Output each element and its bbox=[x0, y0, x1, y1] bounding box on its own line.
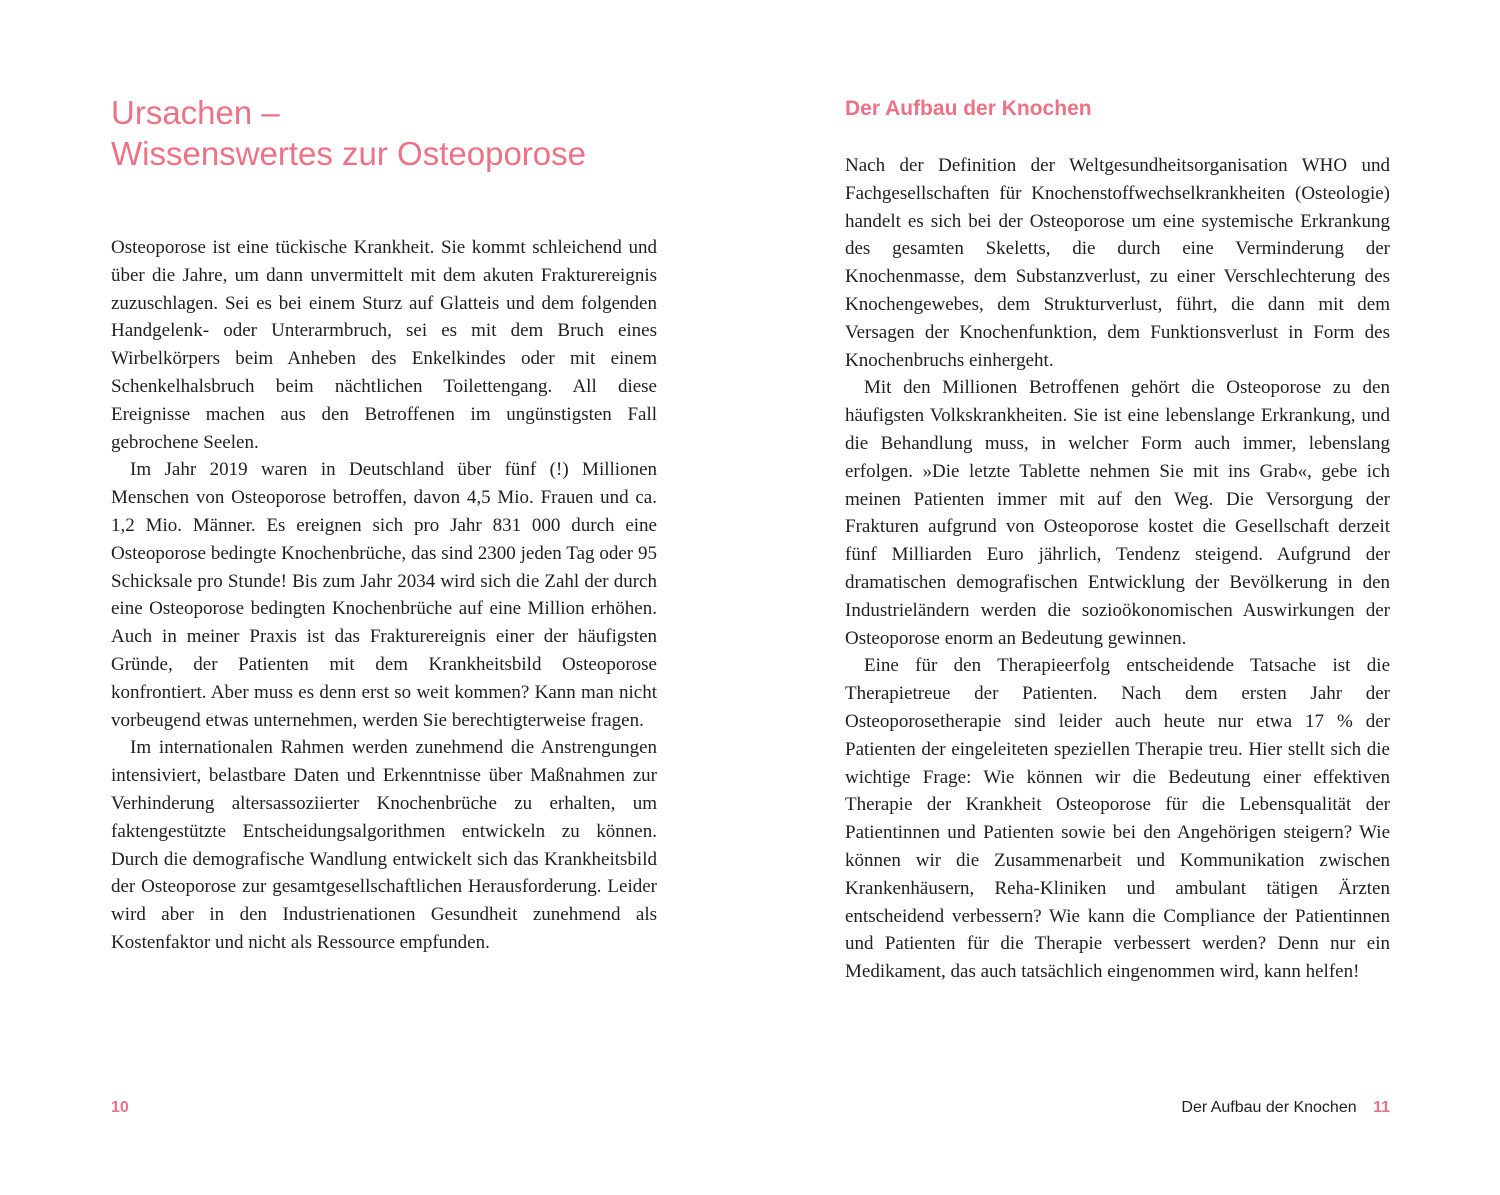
left-footer bbox=[111, 1097, 129, 1119]
chapter-title bbox=[111, 92, 711, 174]
chapter-title-line-2: Wissenswertes zur Osteoporose bbox=[111, 135, 587, 172]
running-head: Der Aufbau der Knochen bbox=[1181, 1099, 1357, 1116]
paragraph: Mit den Millionen Betroffenen gehört die Osteoporose zu den häufigsten Volkskrankheiten. Sie ist eine lebenslange Erkrankung, und die Behandlung muss, in welcher Form auch immer, lebenslang erfolgen. »Die letzte Tablette nehmen Sie mit ins Grab«, gebe ich meinen Patienten immer mit auf den Weg. Die Versorgung der Frakturen aufgrund von Osteoporose kostet die Gesellschaft derzeit fünf Milliarden Euro jährlich, Tendenz steigend. Aufgrund der dramatischen demografischen Entwicklung der Bevölkerung in den Industrieländern werden die sozioökonomischen Auswirkungen der Osteoporose enorm an Bedeutung gewinnen. bbox=[845, 377, 1390, 649]
chapter-title-line-1: Ursachen – bbox=[111, 94, 280, 131]
paragraph: Osteoporose ist eine tückische Krankheit. Sie kommt schleichend und über die Jahre, um dann unvermittelt mit dem akuten Frakturereignis zuzuschlagen. Sei es bei einem Sturz auf Glatteis und dem folgenden Handgelenk- oder Unterarmbruch, sei es mit dem Bruch eines Wirbelkörpers beim Anheben des Enkelkindes oder mit einem Schenkelhalsbruch beim nächtlichen Toilettengang. All diese Ereignisse machen aus den Betroffenen im ungünstigsten Fall gebrochene Seelen. bbox=[111, 237, 657, 453]
left-body-text bbox=[111, 234, 657, 957]
page-number-left: 10 bbox=[111, 1099, 129, 1116]
right-footer bbox=[1181, 1097, 1390, 1119]
paragraph: Nach der Definition der Weltgesundheitsorganisation WHO und Fachgesellschaften für Knochenstoffwechselkrankheiten (Osteologie) handelt es sich bei der Osteoporose um eine systemische Erkrankung des gesamten Skeletts, die durch eine Verminderung der Knochenmasse, dem Substanzverlust, zu einer Verschlechterung des Knochengewebes, dem Strukturverlust, führt, die dann mit dem Versagen der Knochenfunktion, dem Funktionsverlust in Form des Knochenbruchs einhergeht. bbox=[845, 155, 1390, 371]
paragraph: Im Jahr 2019 waren in Deutschland über fünf (!) Millionen Menschen von Osteoporose betroffen, davon 4,5 Mio. Frauen und ca. 1,2 Mio. Männer. Es ereignen sich pro Jahr 831 000 durch eine Osteoporose bedingte Knochenbrüche, das sind 2300 jeden Tag oder 95 Schicksale pro Stunde! Bis zum Jahr 2034 wird sich die Zahl der durch eine Osteoporose bedingten Knochenbrüche auf eine Million erhöhen. Auch in meiner Praxis ist das Frakturereignis einer der häufigsten Gründe, der Patienten mit dem Krankheitsbild Osteoporose konfrontiert. Aber muss es denn erst so weit kommen? Kann man nicht vorbeugend etwas unternehmen, werden Sie berechtigterweise fragen. bbox=[111, 459, 657, 731]
page-number-right: 11 bbox=[1373, 1099, 1390, 1116]
right-page bbox=[750, 0, 1500, 1195]
paragraph: Im internationalen Rahmen werden zunehmend die Anstrengungen intensiviert, belastbare Daten und Erkenntnisse über Maßnahmen zur Verhinderung altersassoziierter Knochenbrüche zu erhalten, um faktengestützte Entscheidungsalgorithmen entwickeln zu können. Durch die demografische Wandlung entwickelt sich das Krankheitsbild der Osteoporose zur gesamtgesellschaftlichen Herausforderung. Leider wird aber in den Industrienationen Gesundheit zunehmend als Kostenfaktor und nicht als Ressource empfunden. bbox=[111, 737, 657, 953]
paragraph: Eine für den Therapieerfolg entscheidende Tatsache ist die Therapietreue der Patienten. Nach dem ersten Jahr der Osteoporosetherapie sind leider auch heute nur etwa 17 % der Patienten der eingeleiteten speziellen Therapie treu. Hier stellt sich die wichtige Frage: Wie können wir die Bedeutung einer effektiven Therapie der Krankheit Osteoporose für die Lebensqualität der Patientinnen und Patienten sowie bei den Angehörigen steigern? Wie können wir die Zusammenarbeit und Kommunikation zwischen Krankenhäusern, Reha-Kliniken und ambulant tätigen Ärzten entscheidend verbessern? Wie kann die Compliance der Patientinnen und Patienten für die Therapie verbessert werden? Denn nur ein Medikament, das auch tatsächlich eingenommen wird, kann helfen! bbox=[845, 655, 1390, 983]
right-body-text bbox=[845, 152, 1390, 986]
section-title: Der Aufbau der Knochen bbox=[845, 97, 1092, 120]
